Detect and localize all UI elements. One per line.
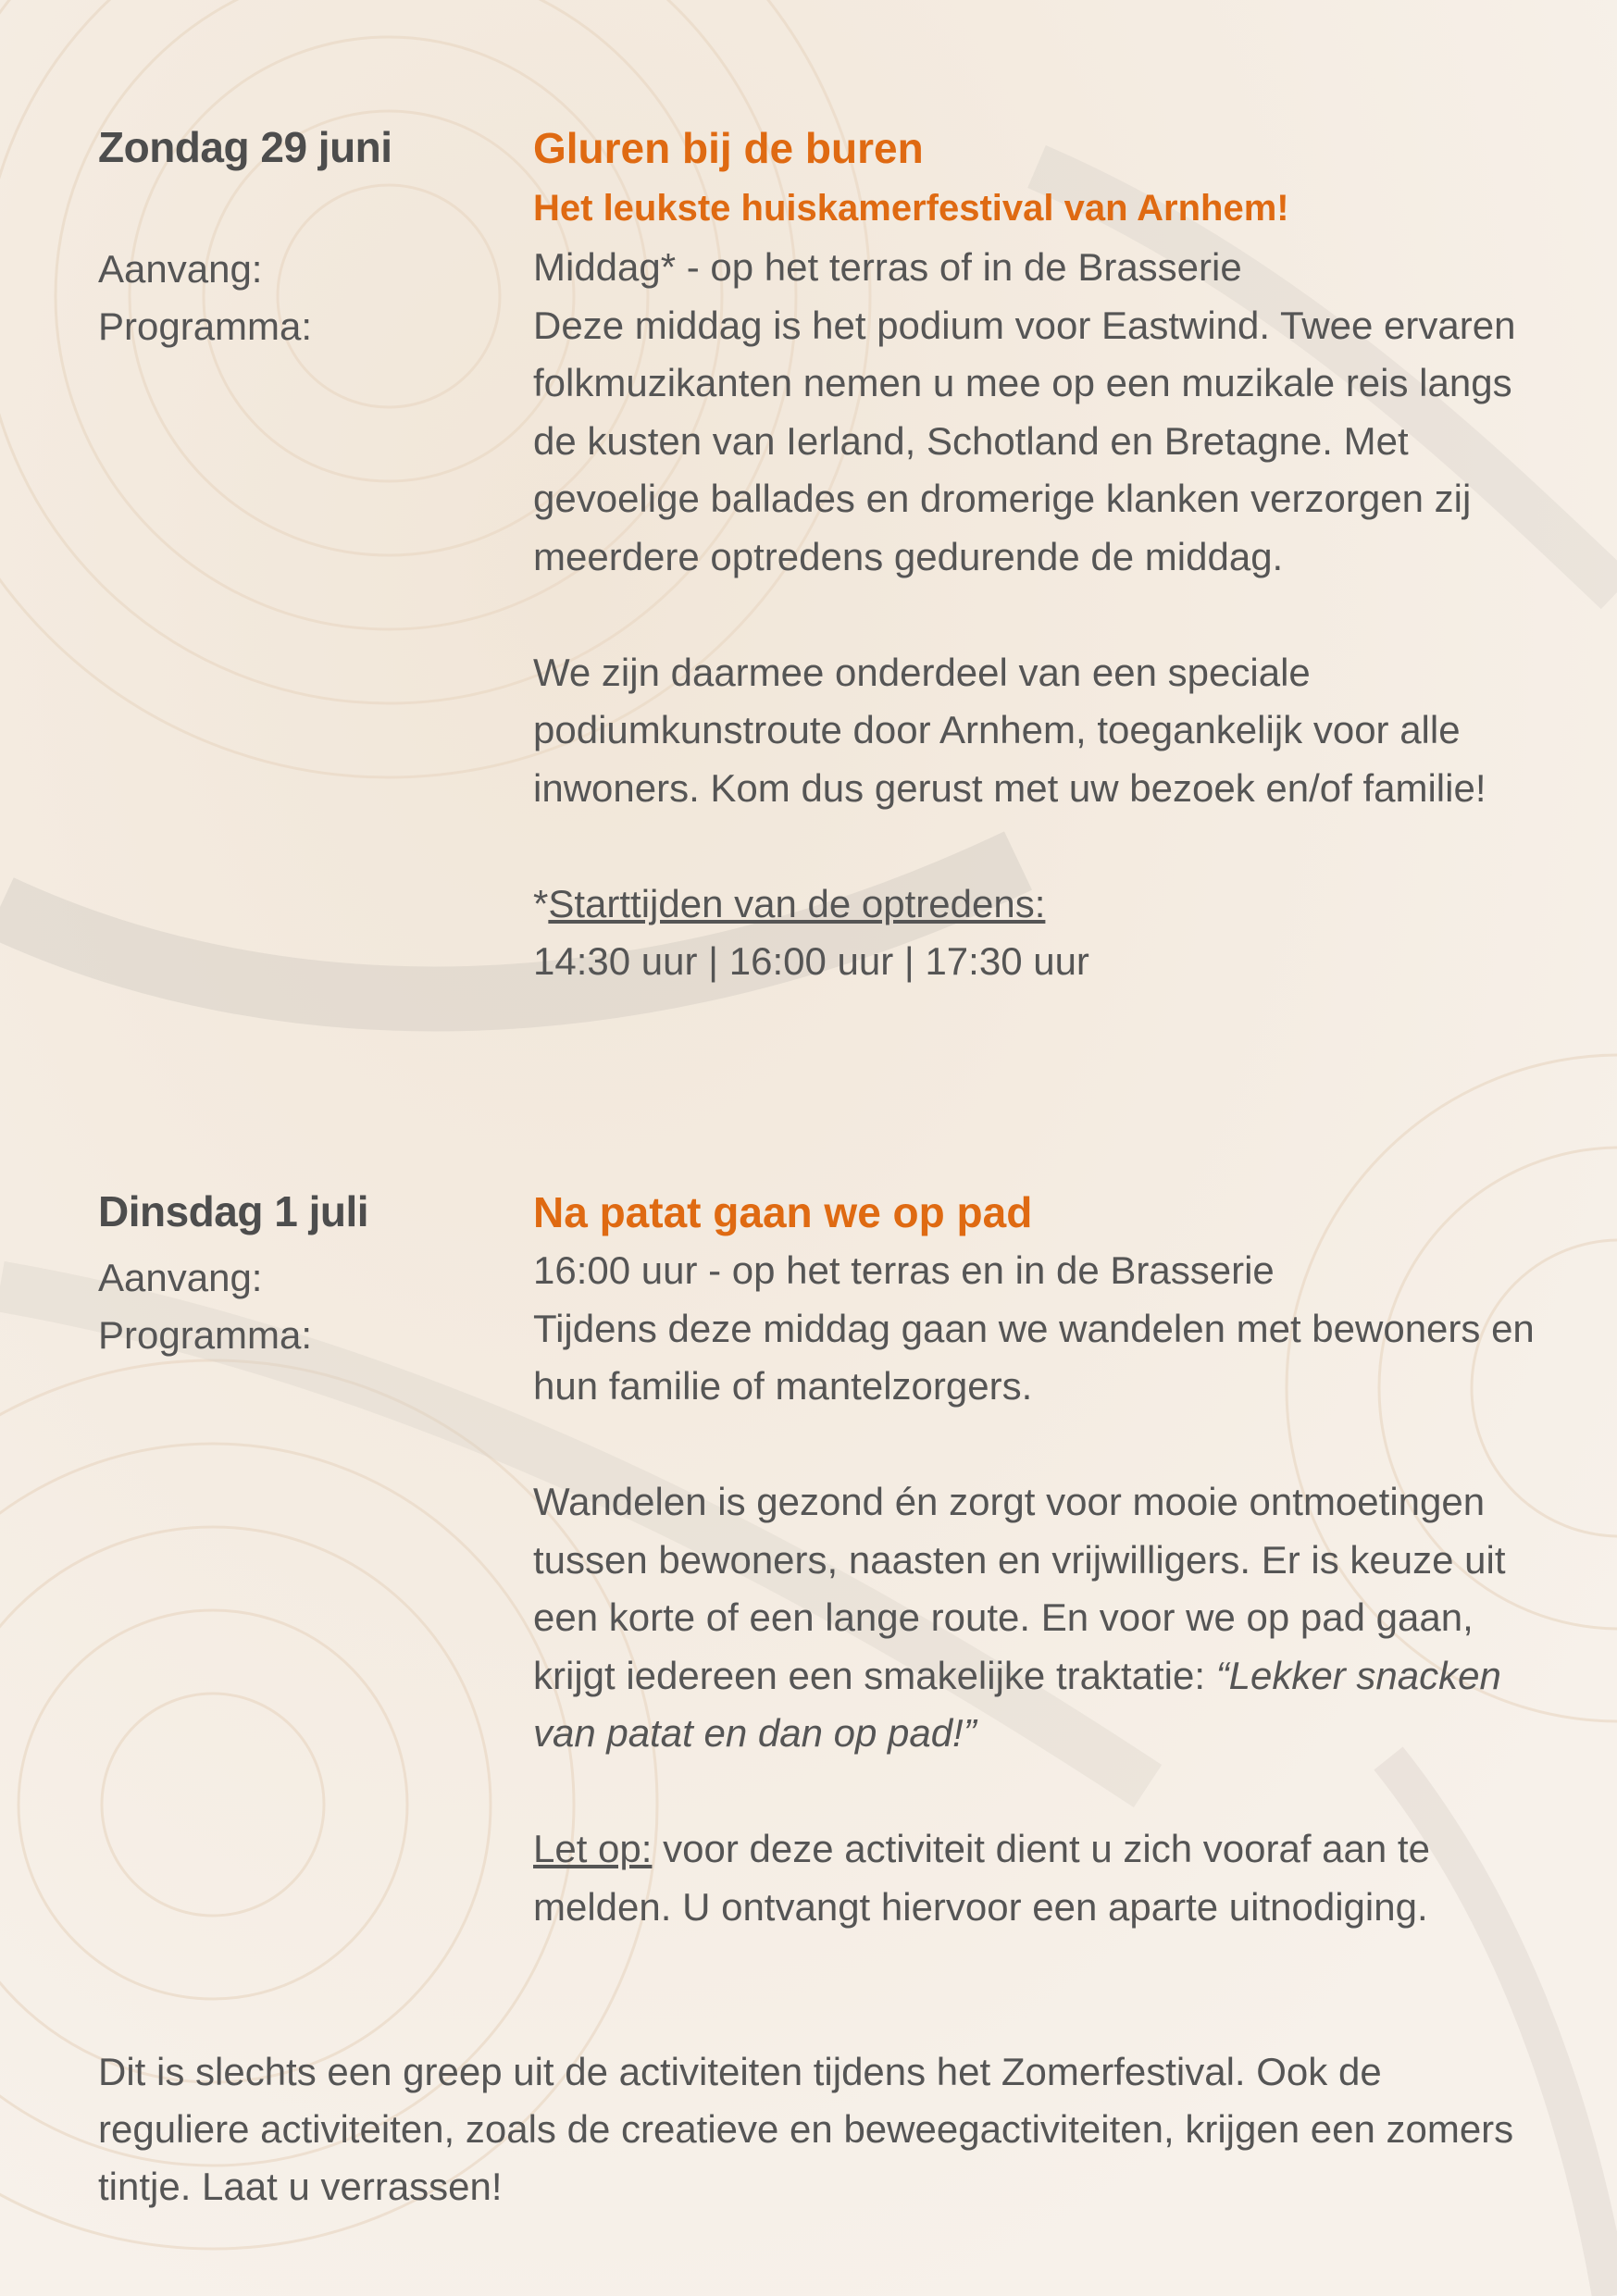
event2-details	[533, 1183, 1551, 1936]
event1-times-star: *	[533, 881, 549, 925]
event1-start-label: Aanvang:	[98, 247, 263, 291]
event2-note-label: Let op:	[533, 1827, 653, 1870]
event2-note	[533, 1820, 1551, 1936]
footer-text: Dit is slechts een greep uit de activiteiten tijdens het Zomerfestival. Ook de reguliere activiteiten, zoals de creatieve en beweegactiviteiten, krijgen een zomers tintje. Laat u verrassen!	[98, 2050, 1514, 2208]
event2-start: 16:00 uur - op het terras en in de Brasserie	[533, 1248, 1275, 1292]
event1-subtitle: Het leukste huiskamerfestival van Arnhem!	[533, 188, 1289, 229]
event2-title: Na patat gaan we op pad	[533, 1188, 1033, 1236]
event1-times: 14:30 uur | 16:00 uur | 17:30 uur	[533, 939, 1089, 983]
event1-times-label: Starttijden van de optredens:	[548, 881, 1046, 925]
event2-day: Dinsdag 1 juli	[98, 1187, 369, 1235]
event1-description: Deze middag is het podium voor Eastwind. Twee ervaren folkmuzikanten nemen u mee op een muzikale reis langs de kusten van Ierland, Schotland en Bretagne. Met gevoelige ballades en dromerige klanken verzorgen zij meerdere optredens gedurende de middag.	[533, 303, 1516, 578]
event1-day: Zondag 29 juni	[98, 123, 392, 171]
event2-note-text: voor deze activiteit dient u zich vooraf aan te melden. U ontvangt hiervoor een aparte uitnodiging.	[533, 1827, 1430, 1929]
event1-program-label: Programma:	[98, 304, 313, 348]
event1-times-heading	[533, 875, 1551, 934]
event2-program-label: Programma:	[98, 1313, 313, 1357]
event2-description: Tijdens deze middag gaan we wandelen met bewoners en hun familie of mantelzorgers.	[533, 1306, 1535, 1408]
event2-start-label: Aanvang:	[98, 1256, 263, 1299]
event2-quote: “Lekker snacken van patat en dan op pad!”	[533, 1653, 1501, 1755]
event2-walk-body: Wandelen is gezond én zorgt voor mooie ontmoetingen tussen bewoners, naasten en vrijwilligers. Er is keuze uit een korte of een lange route. En voor we op pad gaan, krijgt iedereen een smakelijke traktatie:	[533, 1480, 1506, 1697]
event1-start: Middag* - op het terras of in de Brasserie	[533, 245, 1242, 289]
event1-route-text: We zijn daarmee onderdeel van een speciale podiumkunstroute door Arnhem, toegankelijk voor alle inwoners. Kom dus gerust met uw bezoek en/of familie!	[533, 650, 1486, 810]
event1-details	[533, 118, 1551, 991]
event1-title: Gluren bij de buren	[533, 124, 924, 172]
event2-walk-text	[533, 1473, 1551, 1763]
